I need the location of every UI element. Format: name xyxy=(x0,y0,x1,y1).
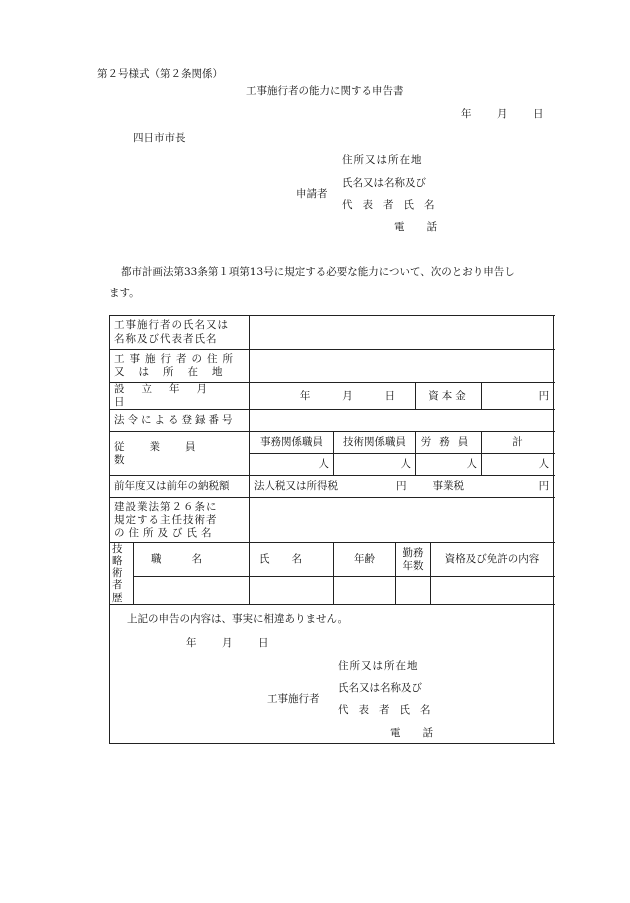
applicant-rep-label: 代表者氏名 xyxy=(342,199,445,211)
page-title: 工事施行者の能力に関する申告書 xyxy=(246,85,404,97)
addressee: 四日市市長 xyxy=(133,132,186,144)
intro-line-2: ます。 xyxy=(109,287,140,299)
labor-staff-header: 労務員 xyxy=(416,432,482,454)
tax-field[interactable]: 法人税又は所得税 円 事業税 円 xyxy=(250,476,554,498)
table-row xyxy=(110,383,554,410)
table-row xyxy=(110,350,554,383)
constructor-role: 工事施行者 xyxy=(267,692,320,705)
constructor-name-label: 工事施行者の氏名又は 名称及び代表者氏名 xyxy=(110,316,250,350)
service-years-field[interactable] xyxy=(396,577,431,604)
capital-field[interactable]: 円 xyxy=(482,383,554,410)
date-day: 日 xyxy=(533,108,544,120)
tax-label: 前年度又は前年の納税額 xyxy=(110,476,250,498)
job-title-field[interactable] xyxy=(134,577,250,604)
person-name-field[interactable] xyxy=(250,577,334,604)
age-header: 年齢 xyxy=(334,543,396,577)
applicant-role: 申請者 xyxy=(296,188,328,200)
constructor-rep-label-2: 代表者氏名 xyxy=(338,703,441,716)
table-row xyxy=(110,476,554,498)
table-row xyxy=(110,498,554,543)
declaration-cell xyxy=(110,604,554,743)
office-staff-count[interactable]: 人 xyxy=(250,454,334,476)
decl-date-year: 年 xyxy=(186,636,197,649)
tech-staff-header: 技術関係職員 xyxy=(334,432,416,454)
applicant-address-label: 住所又は所在地 xyxy=(342,154,423,166)
decl-date-month: 月 xyxy=(222,636,233,649)
date-month: 月 xyxy=(497,108,508,120)
constructor-phone-label-2: 電話 xyxy=(390,726,455,739)
constructor-name-field[interactable] xyxy=(250,316,554,350)
decl-date-day: 日 xyxy=(258,636,269,649)
declaration-text: 上記の申告の内容は、事実に相違ありません。 xyxy=(127,612,349,625)
qualifications-field[interactable] xyxy=(431,577,554,604)
age-field[interactable] xyxy=(334,577,396,604)
labor-staff-count[interactable]: 人 xyxy=(416,454,482,476)
office-staff-header: 事務関係職員 xyxy=(250,432,334,454)
form-number: 第２号様式（第２条関係） xyxy=(97,68,223,80)
chief-engineer-label: 建設業法第２６条に 規定する主任技術者 の住所及び氏名 xyxy=(110,498,250,543)
table-row xyxy=(110,316,554,350)
service-years-header: 勤務年数 xyxy=(396,543,431,577)
date-year: 年 xyxy=(461,108,472,120)
registration-label: 法令による登録番号 xyxy=(110,410,250,432)
applicant-phone-label: 電話 xyxy=(394,221,459,233)
table-row xyxy=(110,577,554,604)
intro-line-1: 都市計画法第33条第１項第13号に規定する必要な能力について、次のとおり申告し xyxy=(121,266,515,278)
qualifications-header: 資格及び免許の内容 xyxy=(431,543,554,577)
capital-label: 資本金 xyxy=(416,383,482,410)
constructor-address-label: 工事施行者の住所 又は所在地 xyxy=(110,350,250,383)
tech-history-label: 技略 術 者歴 xyxy=(110,543,134,604)
applicant-name-label: 氏名又は名称及び xyxy=(342,177,426,189)
established-date-field[interactable]: 年 月 日 xyxy=(250,383,416,410)
employees-label: 従業員数 xyxy=(110,432,250,476)
declaration-table xyxy=(109,315,554,744)
registration-field[interactable] xyxy=(250,410,554,432)
tech-staff-count[interactable]: 人 xyxy=(334,454,416,476)
chief-engineer-field[interactable] xyxy=(250,498,554,543)
table-row xyxy=(110,604,554,743)
constructor-address-label-2: 住所又は所在地 xyxy=(338,659,419,672)
job-title-header: 職名 xyxy=(134,543,250,577)
total-header: 計 xyxy=(482,432,554,454)
total-count[interactable]: 人 xyxy=(482,454,554,476)
table-row xyxy=(110,543,554,577)
established-label: 設立年月日 xyxy=(110,383,250,410)
constructor-name-label-2: 氏名又は名称及び xyxy=(338,681,422,694)
person-name-header: 氏名 xyxy=(250,543,334,577)
table-row xyxy=(110,432,554,454)
table-row xyxy=(110,410,554,432)
constructor-address-field[interactable] xyxy=(250,350,554,383)
